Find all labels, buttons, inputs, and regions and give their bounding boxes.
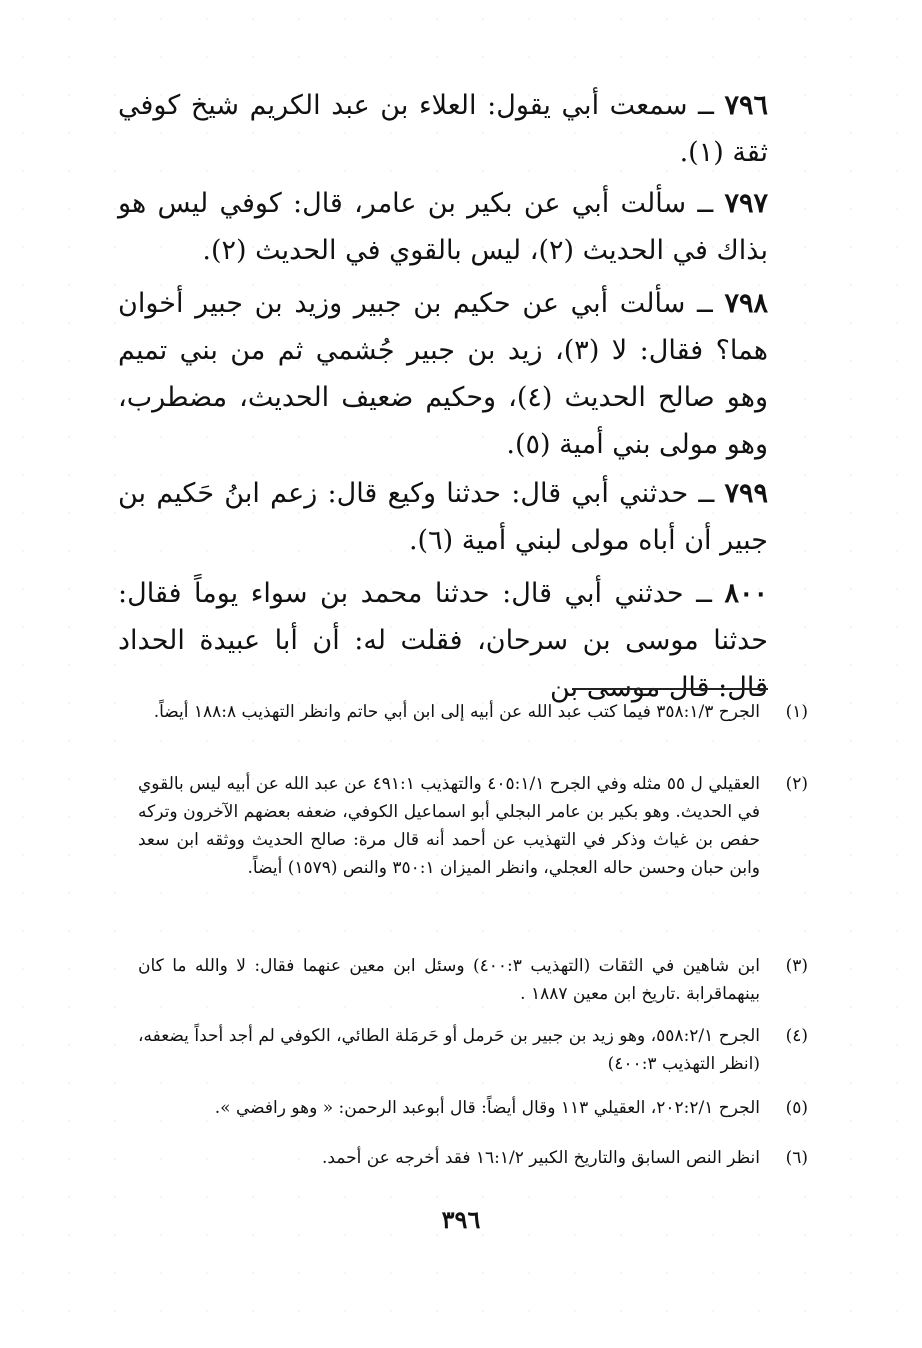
footnote-3: [138, 952, 808, 1008]
entry-text: ــ سألت أبي عن بكير بن عامر، قال: كوفي ليس هو بذاك في الحديث (٢)، ليس بالقوي في الحديث (٢).: [118, 188, 768, 266]
footnote-text: انظر النص السابق والتاريخ الكبير ١٦:١/٢ فقد أخرجه عن أحمد.: [321, 1148, 760, 1168]
footnote-number: (٢): [785, 774, 808, 794]
footnote-number: (٤): [785, 1026, 808, 1046]
entry-text: ــ حدثني أبي قال: حدثنا محمد بن سواء يوماً فقال: حدثنا موسى بن سرحان، فقلت له: أن أبا عبيدة الحداد قال: قال موسى بن: [118, 578, 768, 703]
footnote-5: [138, 1094, 808, 1122]
entry-796: [118, 82, 768, 176]
entry-text: ــ سألت أبي عن حكيم بن جبير وزيد بن جبير أخوان هما؟ فقال: لا (٣)، زيد بن جبير جُشمي ثم من بني تميم وهو صالح الحديث (٤)، وحكيم ضعيف الحديث، مضطرب، وهو مولى بني أمية (٥).: [118, 288, 769, 460]
entry-text: ــ حدثني أبي قال: حدثنا وكيع قال: زعم ابنُ حَكيم بن جبير أن أباه مولى لبني أمية (٦).: [118, 478, 768, 556]
footnote-text: ابن شاهين في الثقات (التهذيب ٤٠٠:٣) وسئل ابن معين عنهما فقال: لا والله ما كان بينهماقرابة .تاريخ ابن معين ١٨٨٧ .: [138, 956, 760, 1004]
entry-number: ٧٩٩: [724, 478, 768, 509]
entry-799: [118, 470, 768, 564]
footnote-text: العقيلي ل ٥٥ مثله وفي الجرح ٤٠٥:١/١ والتهذيب ٤٩١:١ عن عبد الله عن أبيه ليس بالقوي في الحديث. وهو بكير بن عامر البجلي أبو اسماعيل الكوفي، ضعفه بعضهم الآخرون وتركه حفص بن غياث وذكر في التهذيب عن أحمد أنه قال مرة: صالح الحديث ووثقه ابن سعد وابن حبان وحسن حاله العجلي، وانظر الميزان ٣٥٠:١ والنص (١٥٧٩) أيضاً.: [138, 774, 760, 878]
footnote-number: (٥): [785, 1098, 808, 1118]
entry-number: ٧٩٧: [724, 188, 768, 219]
footnote-separator: [572, 688, 768, 690]
entry-number: ٧٩٨: [724, 288, 768, 319]
entry-number: ٨٠٠: [724, 578, 768, 609]
entry-797: [118, 180, 768, 274]
footnote-number: (٣): [785, 956, 808, 976]
footnote-number: (١): [785, 702, 808, 722]
footnote-text: الجرح ٥٥٨:٢/١، وهو زيد بن جبير بن حَرمل أو حَرمَلة الطائي، الكوفي لم أجد أحداً يضعفه، (انظر التهذيب ٤٠٠:٣): [138, 1026, 760, 1074]
footnote-number: (٦): [785, 1148, 808, 1168]
footnote-text: الجرح ٣٥٨:١/٣ فيما كتب عبد الله عن أبيه إلى ابن أبي حاتم وانظر التهذيب ١٨٨:٨ أيضاً.: [153, 702, 760, 722]
footnote-2: [138, 770, 808, 882]
page-number: ٣٩٦: [441, 1205, 481, 1234]
footnote-4: [138, 1022, 808, 1078]
footnote-text: الجرح ٢٠٢:٢/١، العقيلي ١١٣ وقال أيضاً: قال أبوعبد الرحمن: « وهو رافضي ».: [214, 1098, 760, 1118]
entry-number: ٧٩٦: [724, 90, 768, 121]
entry-text: ــ سمعت أبي يقول: العلاء بن عبد الكريم شيخ كوفي ثقة (١).: [118, 90, 768, 168]
footnote-6: [138, 1144, 808, 1172]
entry-798: [118, 280, 768, 468]
footnote-1: [138, 698, 808, 726]
